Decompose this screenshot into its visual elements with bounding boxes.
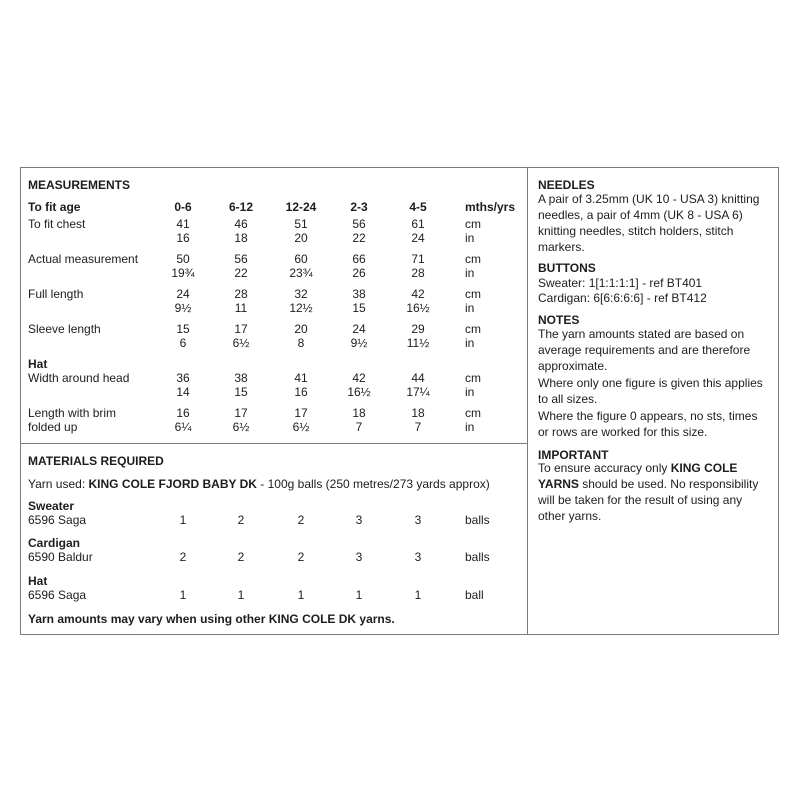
in-value: 22 (234, 266, 248, 280)
in-value: 15 (352, 301, 366, 315)
unit-cm: cm (465, 406, 481, 420)
cm-value: 71 (411, 252, 425, 266)
hat-heading: Hat (28, 357, 48, 371)
materials-heading: MATERIALS REQUIRED (28, 454, 164, 468)
in-value: 7 (355, 420, 363, 434)
notes-paragraph: The yarn amounts stated are based on average requirements and are therefore approximate. (538, 327, 751, 373)
size-header: 2-3 (350, 200, 368, 214)
row-label-continued: folded up (28, 420, 78, 434)
in-value: 24 (411, 231, 425, 245)
size-header: 12-24 (285, 200, 317, 214)
cm-value: 44 (411, 371, 425, 385)
measurements-heading: MEASUREMENTS (28, 178, 131, 192)
cm-value: 66 (352, 252, 366, 266)
cm-value: 15 (176, 322, 190, 336)
cm-value: 17 (234, 322, 248, 336)
cm-value: 38 (234, 371, 248, 385)
cm-value: 29 (411, 322, 425, 336)
column-divider (527, 167, 528, 635)
unit-cm: cm (465, 287, 481, 301)
in-value: 6½ (232, 336, 250, 350)
cm-value: 50 (176, 252, 190, 266)
in-value: 6¼ (174, 420, 192, 434)
buttons-sweater: Sweater: 1[1:1:1:1] - ref BT401 (538, 276, 703, 290)
cm-value: 28 (234, 287, 248, 301)
material-title: Hat (28, 574, 48, 588)
important-text (538, 460, 770, 524)
material-qty: 3 (355, 513, 363, 527)
material-qty: 2 (179, 550, 187, 564)
material-qty: 1 (179, 588, 187, 602)
brand-name: KING COLE YARNS (538, 461, 738, 491)
in-value: 15 (234, 385, 248, 399)
cm-value: 16 (176, 406, 190, 420)
unit-cm: cm (465, 252, 481, 266)
material-qty: 3 (414, 550, 422, 564)
in-value: 23¾ (289, 266, 313, 280)
cm-value: 17 (294, 406, 308, 420)
in-value: 16 (294, 385, 308, 399)
row-label: Full length (28, 287, 84, 301)
material-qty: 1 (414, 588, 422, 602)
material-qty: 1 (237, 588, 245, 602)
material-qty: 2 (237, 513, 245, 527)
material-unit: balls (465, 513, 490, 527)
unit-in: in (465, 266, 475, 280)
cm-value: 56 (234, 252, 248, 266)
cm-value: 51 (294, 217, 308, 231)
in-value: 22 (352, 231, 366, 245)
size-header: 0-6 (174, 200, 192, 214)
cm-value: 36 (176, 371, 190, 385)
unit-header: mths/yrs (465, 200, 516, 214)
material-unit: ball (465, 588, 484, 602)
material-unit: balls (465, 550, 490, 564)
buttons-cardigan: Cardigan: 6[6:6:6:6] - ref BT412 (538, 291, 707, 305)
buttons-heading: BUTTONS (538, 261, 596, 275)
in-value: 6½ (292, 420, 310, 434)
cm-value: 46 (234, 217, 248, 231)
in-value: 17¼ (406, 385, 430, 399)
age-label: To fit age (28, 200, 81, 214)
cm-value: 41 (294, 371, 308, 385)
cm-value: 24 (352, 322, 366, 336)
cm-value: 24 (176, 287, 190, 301)
material-colour: 6590 Baldur (28, 550, 93, 564)
in-value: 28 (411, 266, 425, 280)
needles-text: A pair of 3.25mm (UK 10 - USA 3) knitting needles, a pair of 4mm (UK 8 - USA 6) knitting needles, stitch holders, stitch markers. (538, 192, 760, 254)
unit-in: in (465, 301, 475, 315)
unit-in: in (465, 336, 475, 350)
important-text-prefix: To ensure accuracy only (538, 461, 671, 475)
in-value: 11 (234, 301, 248, 315)
material-qty: 2 (297, 513, 305, 527)
important-heading: IMPORTANT (538, 448, 609, 462)
cm-value: 18 (411, 406, 425, 420)
in-value: 14 (176, 385, 190, 399)
in-value: 8 (297, 336, 305, 350)
cm-value: 56 (352, 217, 366, 231)
yarn-used-suffix: - 100g balls (250 metres/273 yards approx) (256, 477, 490, 491)
in-value: 9½ (174, 301, 192, 315)
in-value: 18 (234, 231, 248, 245)
material-qty: 1 (297, 588, 305, 602)
material-title: Cardigan (28, 536, 81, 550)
row-label: To fit chest (28, 217, 86, 231)
material-qty: 1 (179, 513, 187, 527)
unit-in: in (465, 231, 475, 245)
in-value: 9½ (350, 336, 368, 350)
cm-value: 20 (294, 322, 308, 336)
cm-value: 32 (294, 287, 308, 301)
in-value: 12½ (289, 301, 313, 315)
yarn-used-line (28, 477, 490, 491)
material-qty: 2 (237, 550, 245, 564)
material-qty: 2 (297, 550, 305, 564)
needles-heading: NEEDLES (538, 178, 595, 192)
in-value: 19¾ (171, 266, 195, 280)
in-value: 16½ (406, 301, 430, 315)
in-value: 16½ (347, 385, 371, 399)
cm-value: 61 (411, 217, 425, 231)
row-label: Sleeve length (28, 322, 101, 336)
in-value: 6½ (232, 420, 250, 434)
row-label: Width around head (28, 371, 130, 385)
yarn-name: KING COLE FJORD BABY DK (88, 477, 257, 491)
notes-heading: NOTES (538, 313, 580, 327)
in-value: 11½ (406, 336, 430, 350)
material-colour: 6596 Saga (28, 588, 87, 602)
row-label: Actual measurement (28, 252, 139, 266)
cm-value: 60 (294, 252, 308, 266)
material-qty: 1 (355, 588, 363, 602)
material-qty: 3 (414, 513, 422, 527)
cm-value: 41 (176, 217, 190, 231)
material-qty: 3 (355, 550, 363, 564)
materials-footer: Yarn amounts may vary when using other KING COLE DK yarns. (28, 612, 395, 626)
unit-in: in (465, 420, 475, 434)
cm-value: 42 (411, 287, 425, 301)
in-value: 20 (294, 231, 308, 245)
unit-cm: cm (465, 217, 481, 231)
notes-paragraph: Where the figure 0 appears, no sts, times or rows are worked for this size. (538, 409, 758, 439)
yarn-used-prefix: Yarn used: (28, 477, 89, 491)
material-title: Sweater (28, 499, 75, 513)
size-header: 4-5 (409, 200, 427, 214)
cm-value: 38 (352, 287, 366, 301)
important-text-suffix: should be used. No responsibility will be taken for the result of using any other yarns. (538, 477, 759, 523)
notes-paragraph: Where only one figure is given this applies to all sizes. (538, 376, 763, 406)
cm-value: 18 (352, 406, 366, 420)
unit-cm: cm (465, 371, 481, 385)
material-colour: 6596 Saga (28, 513, 87, 527)
unit-in: in (465, 385, 475, 399)
cm-value: 17 (234, 406, 248, 420)
in-value: 16 (176, 231, 190, 245)
section-divider (20, 443, 528, 444)
size-header: 6-12 (228, 200, 254, 214)
row-label: Length with brim (28, 406, 117, 420)
unit-cm: cm (465, 322, 481, 336)
in-value: 26 (352, 266, 366, 280)
cm-value: 42 (352, 371, 366, 385)
in-value: 6 (179, 336, 187, 350)
in-value: 7 (414, 420, 422, 434)
